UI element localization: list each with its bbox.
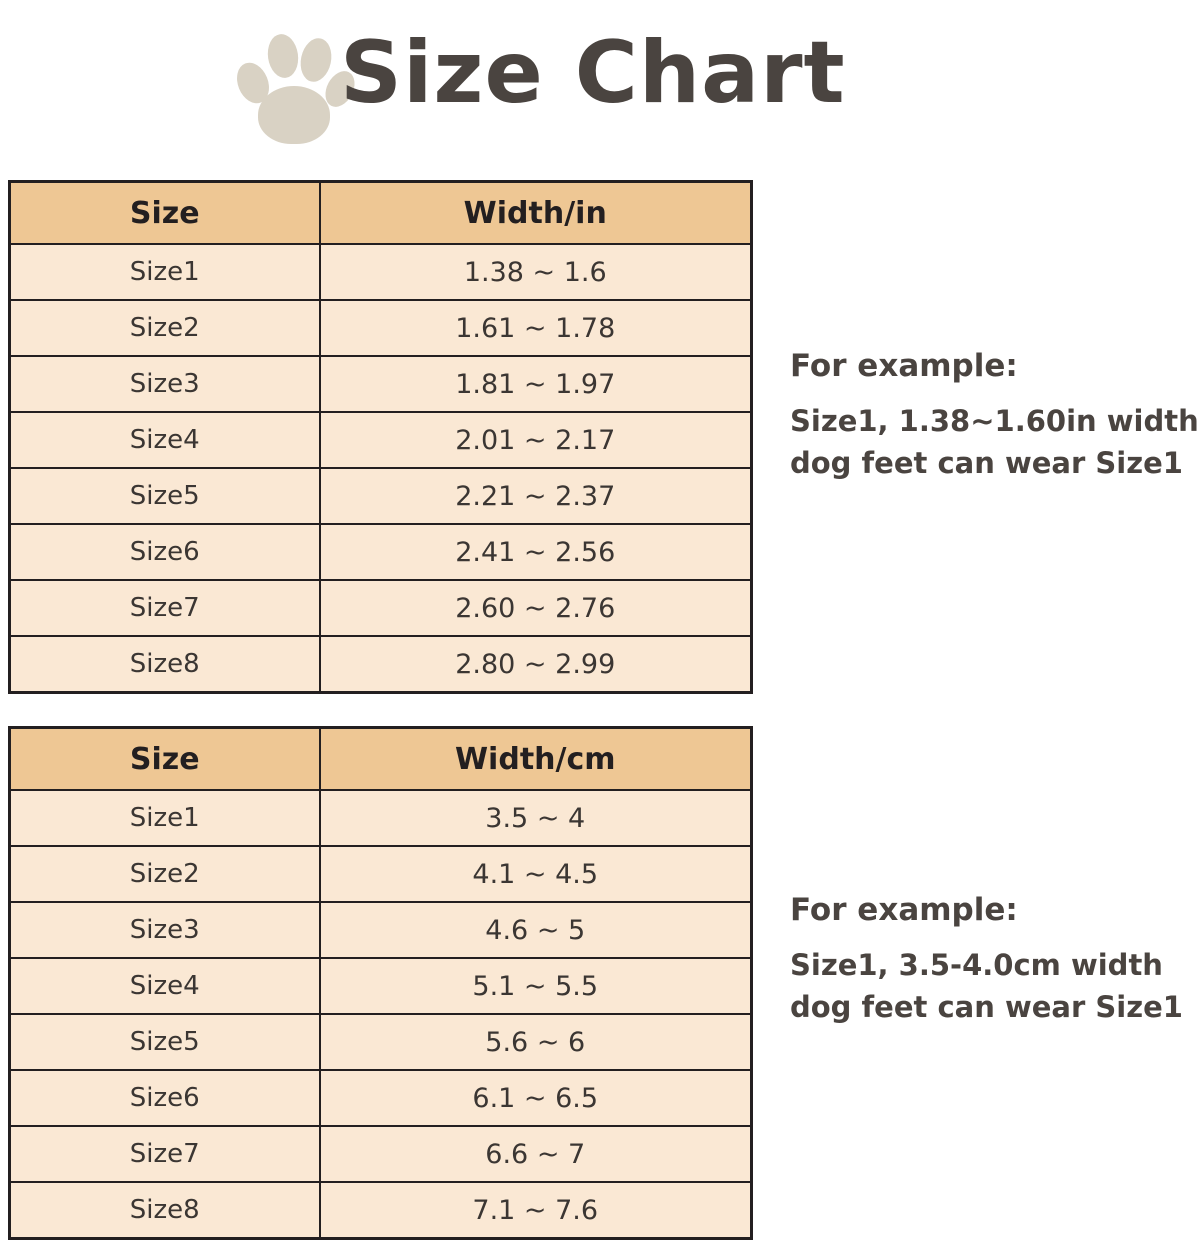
table-row [10, 1126, 752, 1182]
table-row [10, 902, 752, 958]
cell-size: Size4 [10, 958, 320, 1014]
cell-size: Size6 [10, 524, 320, 580]
cell-width: 6.6 ~ 7 [320, 1126, 752, 1182]
table-row [10, 412, 752, 468]
cell-width: 2.01 ~ 2.17 [320, 412, 752, 468]
table-row [10, 356, 752, 412]
table-row [10, 580, 752, 636]
cell-width: 2.60 ~ 2.76 [320, 580, 752, 636]
cell-size: Size5 [10, 1014, 320, 1070]
example-note-inches [790, 348, 1200, 484]
table-row [10, 524, 752, 580]
table-header-row [10, 728, 752, 791]
size-table-inches-block [8, 180, 750, 694]
example-line-2: dog feet can wear Size1 [790, 990, 1183, 1025]
paw-print-icon [232, 24, 352, 144]
cell-size: Size1 [10, 244, 320, 300]
cell-width: 6.1 ~ 6.5 [320, 1070, 752, 1126]
table-row [10, 846, 752, 902]
cell-size: Size7 [10, 1126, 320, 1182]
column-header-width: Width/cm [320, 728, 752, 791]
cell-width: 2.41 ~ 2.56 [320, 524, 752, 580]
example-note-centimeters [790, 892, 1200, 1028]
cell-size: Size4 [10, 412, 320, 468]
table-row [10, 244, 752, 300]
cell-width: 4.1 ~ 4.5 [320, 846, 752, 902]
column-header-width: Width/in [320, 182, 752, 245]
table-row [10, 1182, 752, 1239]
cell-size: Size3 [10, 902, 320, 958]
cell-size: Size8 [10, 1182, 320, 1239]
cell-width: 5.1 ~ 5.5 [320, 958, 752, 1014]
table-row [10, 468, 752, 524]
cell-width: 7.1 ~ 7.6 [320, 1182, 752, 1239]
cell-width: 1.61 ~ 1.78 [320, 300, 752, 356]
cell-size: Size7 [10, 580, 320, 636]
cell-size: Size1 [10, 790, 320, 846]
example-line-1: Size1, 1.38~1.60in width [790, 404, 1199, 438]
cell-size: Size2 [10, 300, 320, 356]
cell-width: 2.80 ~ 2.99 [320, 636, 752, 693]
cell-width: 4.6 ~ 5 [320, 902, 752, 958]
cell-width: 3.5 ~ 4 [320, 790, 752, 846]
table-row [10, 1070, 752, 1126]
cell-size: Size2 [10, 846, 320, 902]
page-title: Size Chart [340, 23, 846, 123]
table-row [10, 636, 752, 693]
example-line-1: Size1, 3.5-4.0cm width [790, 948, 1163, 982]
size-table-centimeters-block [8, 726, 750, 1240]
cell-width: 2.21 ~ 2.37 [320, 468, 752, 524]
cell-size: Size8 [10, 636, 320, 693]
example-title: For example: [790, 892, 1018, 928]
table-row [10, 958, 752, 1014]
cell-width: 1.38 ~ 1.6 [320, 244, 752, 300]
size-table-centimeters [8, 726, 753, 1240]
cell-size: Size3 [10, 356, 320, 412]
page-header [0, 0, 1200, 160]
column-header-size: Size [10, 728, 320, 791]
cell-width: 1.81 ~ 1.97 [320, 356, 752, 412]
example-title: For example: [790, 348, 1018, 384]
example-line-2: dog feet can wear Size1 [790, 446, 1183, 481]
cell-width: 5.6 ~ 6 [320, 1014, 752, 1070]
table-row [10, 790, 752, 846]
cell-size: Size6 [10, 1070, 320, 1126]
cell-size: Size5 [10, 468, 320, 524]
size-table-inches [8, 180, 753, 694]
table-row [10, 1014, 752, 1070]
column-header-size: Size [10, 182, 320, 245]
table-row [10, 300, 752, 356]
table-header-row [10, 182, 752, 245]
